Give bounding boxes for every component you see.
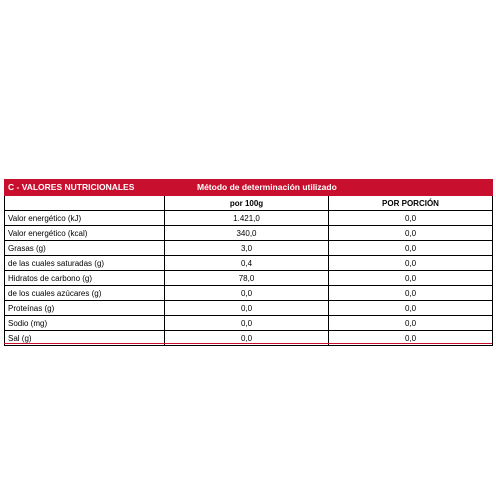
row-label: de las cuales saturadas (g) bbox=[5, 256, 165, 271]
bottom-divider bbox=[4, 343, 492, 344]
row-per100: 0,0 bbox=[165, 331, 329, 346]
row-per100: 0,0 bbox=[165, 301, 329, 316]
column-header-portion: POR PORCIÓN bbox=[329, 196, 493, 211]
row-portion: 0,0 bbox=[329, 226, 493, 241]
row-portion: 0,0 bbox=[329, 286, 493, 301]
row-label: Grasas (g) bbox=[5, 241, 165, 256]
method-label: Método de determinación utilizado bbox=[165, 180, 493, 196]
row-per100: 0,0 bbox=[165, 286, 329, 301]
table-row bbox=[5, 211, 493, 226]
row-portion: 0,0 bbox=[329, 331, 493, 346]
table-row bbox=[5, 226, 493, 241]
table-row bbox=[5, 316, 493, 331]
row-per100: 0,0 bbox=[165, 316, 329, 331]
row-label: Hidratos de carbono (g) bbox=[5, 271, 165, 286]
row-label: Sodio (mg) bbox=[5, 316, 165, 331]
column-header-empty bbox=[5, 196, 165, 211]
table-row bbox=[5, 301, 493, 316]
section-title: C - VALORES NUTRICIONALES bbox=[5, 180, 165, 196]
row-portion: 0,0 bbox=[329, 256, 493, 271]
row-portion: 0,0 bbox=[329, 271, 493, 286]
row-per100: 78,0 bbox=[165, 271, 329, 286]
row-portion: 0,0 bbox=[329, 316, 493, 331]
table-row bbox=[5, 241, 493, 256]
table-row bbox=[5, 271, 493, 286]
row-label: Sal (g) bbox=[5, 331, 165, 346]
section-header bbox=[5, 180, 493, 196]
row-label: Proteínas (g) bbox=[5, 301, 165, 316]
row-per100: 340,0 bbox=[165, 226, 329, 241]
nutrition-table bbox=[4, 179, 493, 346]
row-per100: 0,4 bbox=[165, 256, 329, 271]
table-row bbox=[5, 286, 493, 301]
row-label: Valor energético (kJ) bbox=[5, 211, 165, 226]
row-portion: 0,0 bbox=[329, 301, 493, 316]
row-label: Valor energético (kcal) bbox=[5, 226, 165, 241]
column-header-per100: por 100g bbox=[165, 196, 329, 211]
row-portion: 0,0 bbox=[329, 211, 493, 226]
column-header-row bbox=[5, 196, 493, 211]
row-label: de los cuales azúcares (g) bbox=[5, 286, 165, 301]
row-per100: 1.421,0 bbox=[165, 211, 329, 226]
row-portion: 0,0 bbox=[329, 241, 493, 256]
row-per100: 3,0 bbox=[165, 241, 329, 256]
table-row bbox=[5, 256, 493, 271]
